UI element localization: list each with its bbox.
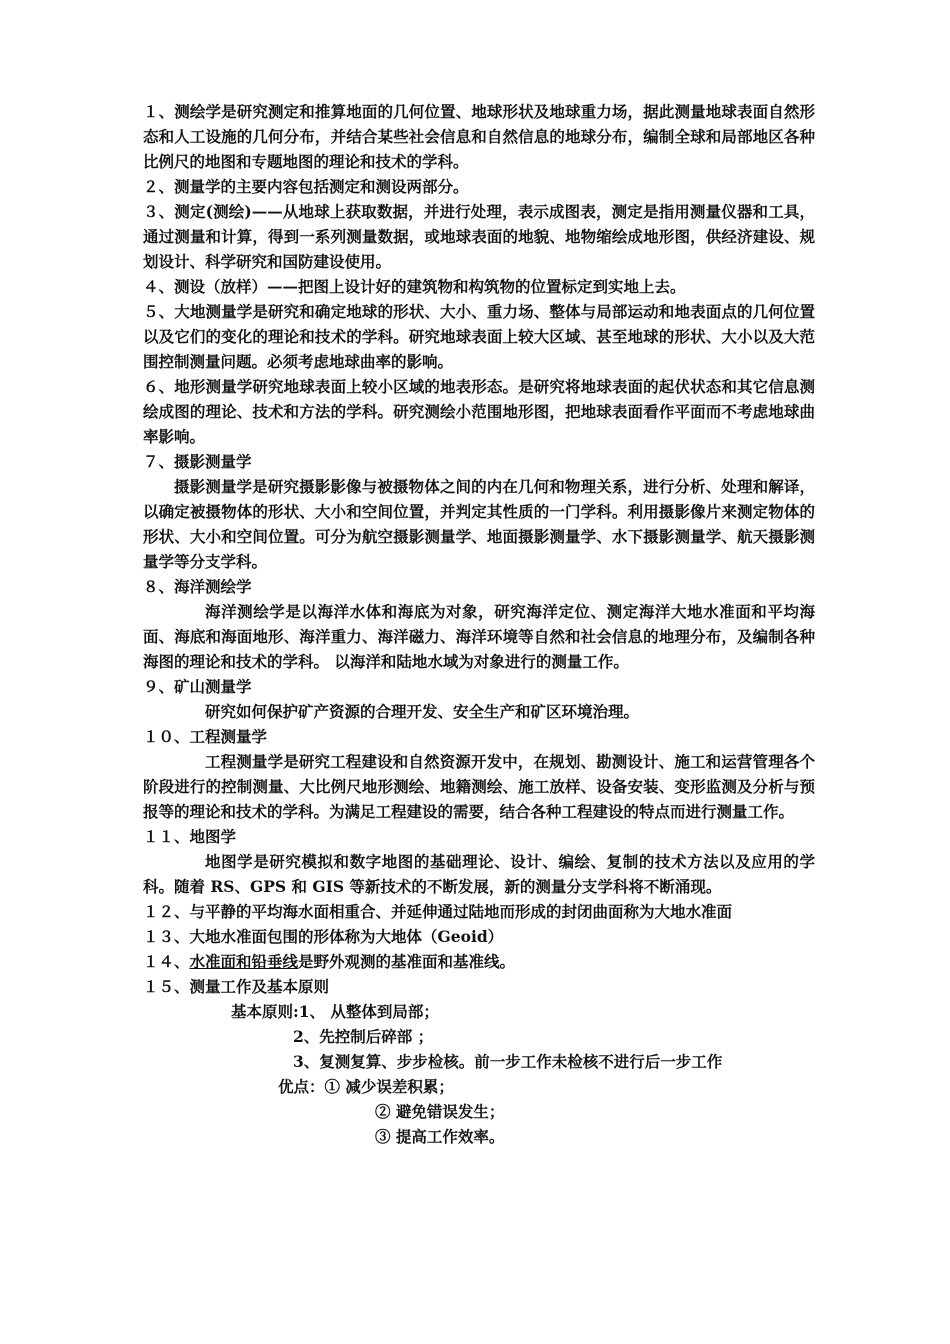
principle-3: 3、复测复算、步步检核。前一步工作未检核不进行后一步工作 (293, 1052, 723, 1071)
advantage-2: ② 避免错误发生； (375, 1102, 505, 1121)
principle-1: 基本原则:1、 从整体到局部； (231, 1002, 439, 1021)
heading-15: １５、测量工作及基本原则 (143, 977, 330, 996)
paragraph-7-body: 摄影测量学是研究摄影影像与被摄物体之间的内在几何和物理关系，进行分析、处理和解译，以确定被摄物体的形状、大小和空间位置，并判定其性质的一门学科。利用摄影像片来测定物体的形状、大小和空间位置。可分为航空摄影测量学、地面摄影测量学、水下摄影测量学、航天摄影测量学等分支学科。 (143, 477, 815, 571)
paragraph-2: ２、测量学的主要内容包括测定和测设两部分。 (143, 177, 469, 196)
principle-2: 2、先控制后碎部 ； (293, 1027, 434, 1046)
heading-9: ９、矿山测量学 (143, 677, 252, 696)
paragraph-14 (143, 949, 815, 974)
paragraph-14-suffix: 是野外观测的基准面和基准线。 (298, 952, 516, 971)
advantage-1: 优点：① 减少误差积累； (278, 1077, 454, 1096)
paragraph-11-body: 地图学是研究模拟和数字地图的基础理论、设计、编绘、复制的技术方法以及应用的学科。随着 RS、GPS 和 GIS 等新技术的不断发展，新的测量分支学科将不断涌现。 (143, 852, 815, 896)
heading-11: １１、地图学 (143, 827, 237, 846)
heading-8: ８、海洋测绘学 (143, 577, 252, 596)
paragraph-5: ５、大地测量学是研究和确定地球的形状、大小、重力场、整体与局部运动和地表面点的几何位置以及它们的变化的理论和技术的学科。研究地球表面上较大区域、甚至地球的形状、大小以及大范围控制测量问题。必须考虑地球曲率的影响。 (143, 302, 815, 371)
paragraph-1: １、测绘学是研究测定和推算地面的几何位置、地球形状及地球重力场，据此测量地球表面自然形态和人工设施的几何分布，并结合某些社会信息和自然信息的地球分布，编制全球和局部地区各种比例尺的地图和专题地图的理论和技术的学科。 (143, 102, 815, 171)
paragraph-10-body: 工程测量学是研究工程建设和自然资源开发中，在规划、勘测设计、施工和运营管理各个阶段进行的控制测量、大比例尺地形测绘、地籍测绘、施工放样、设备安装、变形监测及分析与预报等的理论和技术的学科。为满足工程建设的需要，结合各种工程建设的特点而进行测量工作。 (143, 752, 815, 821)
heading-10: １０、工程测量学 (143, 727, 268, 746)
paragraph-12: １２、与平静的平均海水面相重合、并延伸通过陆地而形成的封闭曲面称为大地水准面 (143, 902, 733, 921)
advantage-3: ③ 提高工作效率。 (375, 1127, 505, 1146)
paragraph-8-body: 海洋测绘学是以海洋水体和海底为对象，研究海洋定位、测定海洋大地水准面和平均海面、海底和海面地形、海洋重力、海洋磁力、海洋环境等自然和社会信息的地理分布，及编制各种海图的理论和技术的学科。 以海洋和陆地水域为对象进行的测量工作。 (143, 602, 815, 671)
paragraph-9-body: 研究如何保护矿产资源的合理开发、安全生产和矿区环境治理。 (205, 702, 640, 721)
paragraph-3: ３、测定(测绘)——从地球上获取数据，并进行处理，表示成图表，测定是指用测量仪器和工具，通过测量和计算，得到一系列测量数据，或地球表面的地貌、地物缩绘成地形图，供经济建设、规划设计、科学研究和国防建设使用。 (143, 202, 815, 271)
heading-7: ７、摄影测量学 (143, 452, 252, 471)
paragraph-14-underlined: 水准面和铅垂线 (189, 952, 299, 971)
paragraph-14-prefix: １４、 (143, 952, 190, 971)
document-body (143, 99, 815, 1149)
paragraph-4: ４、测设（放样）——把图上设计好的建筑物和构筑物的位置标定到实地上去。 (143, 277, 686, 296)
paragraph-13: １３、大地水准面包围的形体称为大地体（Geoid） (143, 927, 504, 946)
paragraph-6: ６、地形测量学研究地球表面上较小区域的地表形态。是研究将地球表面的起伏状态和其它信息测绘成图的理论、技术和方法的学科。研究测绘小范围地形图，把地球表面看作平面而不考虑地球曲率影响。 (143, 377, 815, 446)
